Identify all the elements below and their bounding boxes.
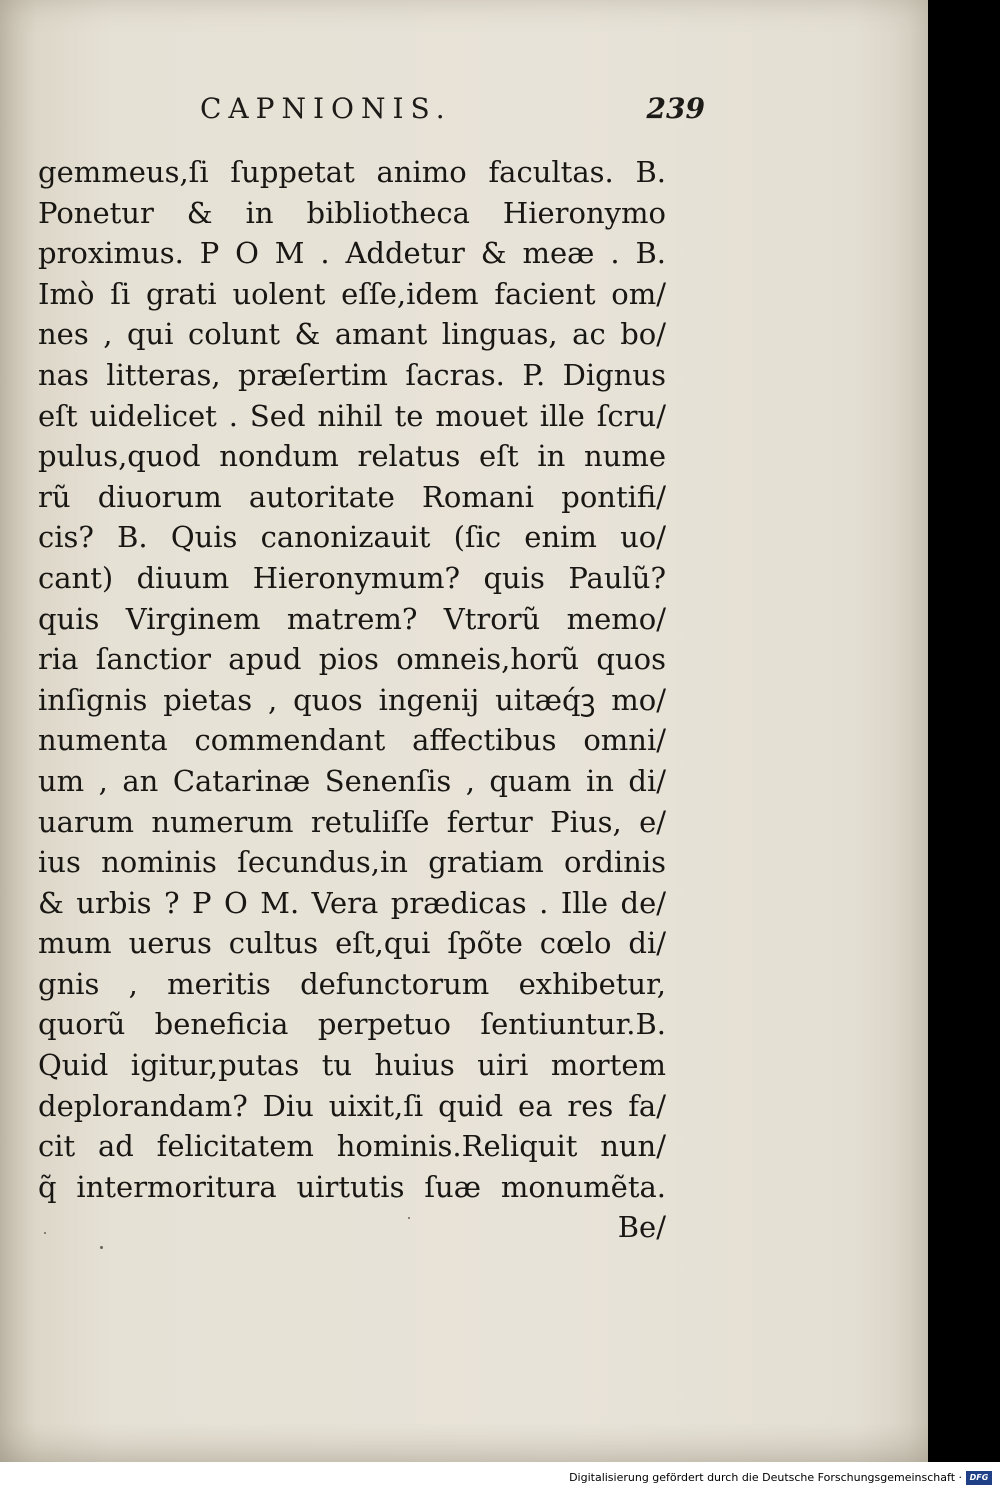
paper-speck xyxy=(408,1217,410,1219)
text-line: Ponetur & in bibliotheca Hieronymo xyxy=(38,195,666,230)
text-line: cant) diuum Hieronymum? quis Paulũ? xyxy=(38,560,666,595)
text-block xyxy=(38,152,666,1248)
paper-speck xyxy=(44,1232,46,1234)
text-line: uarum numerum retuliſſe fertur Pius, e/ xyxy=(38,804,666,839)
text-line: numenta commendant affectibus omni/ xyxy=(38,723,666,758)
text-line: eſt uidelicet . Sed nihil te mouet ille ſcru/ xyxy=(38,398,666,433)
paper-speck xyxy=(100,1246,103,1249)
text-line: proximus. P O M . Addetur & meæ . B. xyxy=(38,236,666,271)
footer-band xyxy=(0,1462,1000,1490)
text-line: inſignis pietas , quos ingenij uitæq́ꝫ mo/ xyxy=(38,682,666,717)
page-header xyxy=(200,92,705,132)
text-line: um , an Catarinæ Senenſis , quam in di/ xyxy=(38,763,666,798)
running-head: CAPNIONIS. xyxy=(200,92,452,125)
page-number: 239 xyxy=(646,92,705,125)
text-line: nes , qui colunt & amant linguas, ac bo/ xyxy=(38,317,666,352)
text-line: cit ad felicitatem hominis.Reliquit nun/ xyxy=(38,1129,666,1164)
dfg-logo-icon: DFG xyxy=(966,1471,992,1485)
text-line: mum uerus cultus eſt,qui ſpõte cœlo di/ xyxy=(38,926,666,961)
text-line: gemmeus,ſi ſuppetat animo facultas. B. xyxy=(38,155,666,189)
text-line: ria ſanctior apud pios omneis,horũ quos xyxy=(38,642,666,677)
text-line: q̃ intermoritura uirtutis ſuæ monumẽta. xyxy=(38,1169,666,1204)
text-line: Quid igitur,putas tu huius uiri mortem xyxy=(38,1048,666,1083)
text-line: gnis , meritis defunctorum exhibetur, xyxy=(38,966,666,1001)
text-line: Imò ſi grati uolent eſſe,idem facient om/ xyxy=(38,276,666,311)
text-line: cis? B. Quis canonizauit (ſic enim uo/ xyxy=(38,520,666,555)
text-line: rũ diuorum autoritate Romani pontifi/ xyxy=(38,479,666,514)
catchword: Be/ xyxy=(617,1210,666,1245)
text-line: deplorandam? Diu uixit,ſi quid ea res fa/ xyxy=(38,1088,666,1123)
text-line: ius nominis ſecundus,in gratiam ordinis xyxy=(38,845,666,880)
text-line: pulus,quod nondum relatus eſt in nume xyxy=(38,439,666,474)
text-line: nas litteras, præſertim ſacras. P. Dignus xyxy=(38,357,666,392)
text-line: & urbis ? P O M. Vera prædicas . Ille de/ xyxy=(38,885,666,920)
text-line: quorũ beneficia perpetuo ſentiuntur.B. xyxy=(38,1007,666,1042)
funding-credit: Digitalisierung gefördert durch die Deutsche Forschungsgemeinschaft · xyxy=(569,1471,962,1484)
text-line: quis Virginem matrem? Vtrorũ memo/ xyxy=(38,601,666,636)
